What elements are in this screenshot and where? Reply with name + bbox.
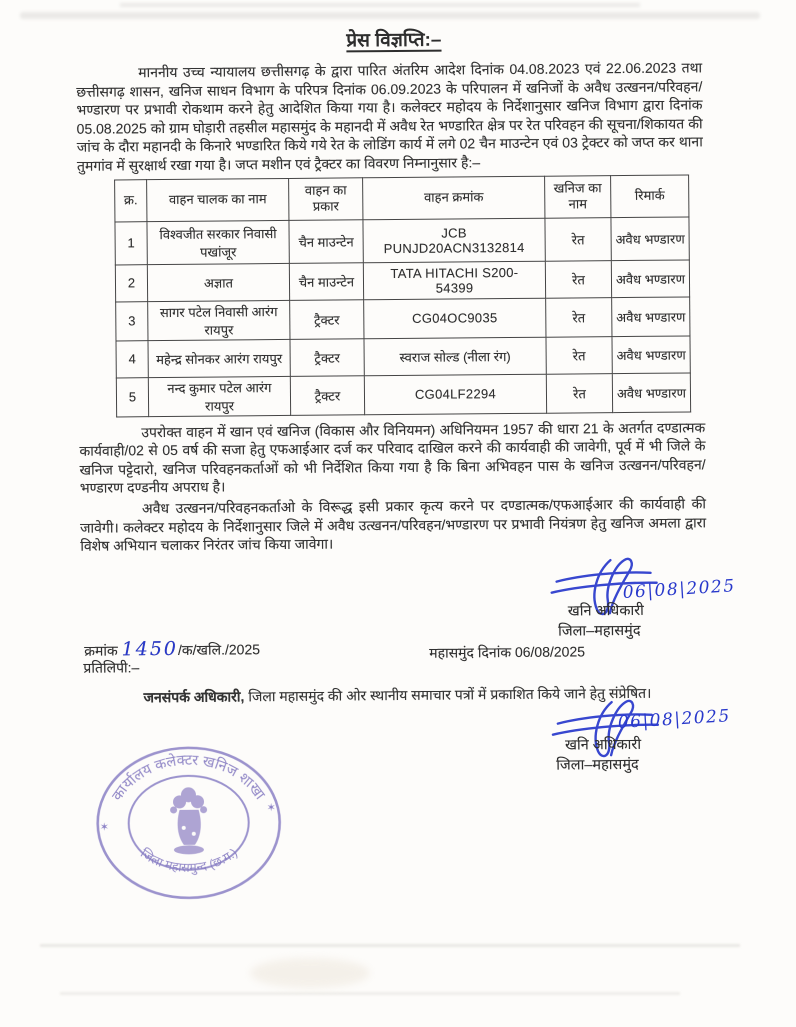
signature-date-handwritten: 06|08|2025 <box>617 706 732 734</box>
copy-label: प्रतिलिपी:– <box>83 659 140 676</box>
table-row <box>116 373 690 417</box>
col-header-serial: क्र. <box>115 179 147 221</box>
cell-mineral: रेत <box>546 336 612 374</box>
cell-mineral: रेत <box>546 297 612 337</box>
cell-remark: अवैध भण्डारण <box>612 336 690 374</box>
cell-driver-name: नन्द कुमार पटेल आरंग रायपुर <box>148 376 290 416</box>
cell-remark: अवैध भण्डारण <box>612 297 690 337</box>
col-header-remark: रिमार्क <box>611 175 689 218</box>
table-row <box>116 336 690 378</box>
stamp-star-left-icon: ✶ <box>99 821 110 834</box>
table-header-row <box>115 175 689 222</box>
copy-recipient: जनसंपर्क अधिकारी, <box>143 688 245 706</box>
stamp-star-right-icon: ✶ <box>266 802 276 815</box>
handwritten-ref-number: 1450 <box>121 637 179 661</box>
cell-driver-name: सागर पटेल निवासी आरंग रायपुर <box>148 300 290 340</box>
page-title: प्रेस विज्ञप्ति:– <box>346 29 442 52</box>
seized-vehicles-table <box>114 174 691 417</box>
warning-paragraph: अवैध उत्खनन/परिवहनकर्ताओ के विरूद्ध इसी प्रकार कृत्य करने पर दण्डात्मक/एफआईआर की कार्यवाही की जावेगी। कलेक्टर महोदय के निर्देशानुसार जिले में अवैध उत्खनन/परिवहन/भण्डारण पर प्रभावी नियंत्रण हेतु खनिज अमला द्वारा विशेष अभियान चलाकर निरंतर जांच किया जावेगा। <box>80 495 707 554</box>
stamp-top-text: कार्यालय कलेक्टर खनिज शाखा <box>109 752 268 804</box>
table-row <box>115 217 689 265</box>
cell-remark: अवैध भण्डारण <box>611 260 689 298</box>
stamp-bottom-text: जिला महासमुन्द (छ.ग.) <box>137 845 241 875</box>
intro-paragraph: माननीय उच्च न्यायालय छत्तीसगढ़ के द्वारा पारित अंतरिम आदेश दिनांक 04.08.2023 एवं 22.06.2023 तथा छत्तीसगढ़ शासन, खनिज साधन विभाग के परिपत्र दिनांक 06.09.2023 के परिपालन में खनिजों के अवैध उत्खनन/परिवहन/भण्डारण पर प्रभावी रोकथाम करने हेतु आदेशित किया गया है। कलेक्टर महोदय के निर्देशानुसार खनिज विभाग द्वारा दिनांक 05.08.2025 को ग्राम घोड़ारी तहसील महासमुंद के महानदी में अवैध रेत भण्डारित क्षेत्र पर रेत परिवहन की सूचना/शिकायत की जांच के दौरा महानदी के किनारे भण्डारित किये गये रेत के लोडिंग कार्य में लगे 02 चैन माउन्टेन एवं 03 ट्रेक्टर को जप्त कर थाना तुमगांव में सुरक्षार्थ रखा गया है। जप्त मशीन एवं ट्रैक्टर का विवरण निम्नानुसार है:– <box>76 59 703 174</box>
ref-suffix: /क/खलि./2025 <box>177 641 261 658</box>
col-header-mineral-name: खनिज का नाम <box>545 175 611 218</box>
table-row <box>116 297 690 341</box>
col-header-vehicle-type: वाहन का प्रकार <box>289 177 363 220</box>
cell-vehicle-type: चैन माउन्टेन <box>289 262 363 300</box>
table-row <box>115 260 689 302</box>
national-emblem-icon <box>170 787 208 854</box>
cell-vehicle-number: CG04OC9035 <box>364 298 546 339</box>
ref-number-line <box>84 637 260 661</box>
penalty-paragraph: उपरोक्त वाहन में खान एवं खनिज (विकास और विनियमन) अधिनियमन 1957 की धारा 21 के अतर्गत दण्डात्मक कार्यवाही/02 से 05 वर्ष की सजा हेतु एफआईआर दर्ज कर परिवाद दाखिल करने की कार्यवाही की जावेगी, पूर्व में भी जिले के खनिज पट्टेदारो, खनिज परिवहनकर्ताओं को भी निर्देशित किया गया है कि बिना अभिवहन पास के खनिज उत्खनन/परिवहन/भण्डारण दण्डनीय अपराध है। <box>79 418 706 497</box>
cell-remark: अवैध भण्डारण <box>611 217 689 261</box>
officer-district: जिला–महासमुंद <box>557 622 641 640</box>
cell-serial: 4 <box>116 340 148 377</box>
cell-vehicle-number: JCB PUNJD20ACN3132814 <box>363 218 545 263</box>
place-date-line: महासमुंद दिनांक 06/08/2025 <box>429 643 586 661</box>
officer-designation: खनि अधिकारी <box>564 736 642 754</box>
signature-date-handwritten: 06|08|2025 <box>622 576 737 603</box>
copy-text: जिला महासमुंद की ओर स्थानीय समाचार पत्रों में प्रकाशित किये जाने हेतु संप्रेषित। <box>244 684 652 705</box>
cell-vehicle-number: TATA HITACHI S200- 54399 <box>363 261 545 300</box>
ref-label: क्रमांक <box>84 642 118 659</box>
cell-vehicle-type: ट्रैक्टर <box>290 299 364 339</box>
col-header-vehicle-number: वाहन क्रमांक <box>363 176 545 220</box>
cell-vehicle-number: CG04LF2294 <box>364 374 546 415</box>
cell-mineral: रेत <box>545 260 611 298</box>
cell-vehicle-type: ट्रैक्टर <box>290 338 364 376</box>
cell-driver-name: अज्ञात <box>147 263 289 301</box>
cell-remark: अवैध भण्डारण <box>612 373 690 413</box>
cell-serial: 3 <box>116 301 148 340</box>
cell-vehicle-number: स्वराज सोल्ड (नीला रंग) <box>364 337 546 376</box>
cell-serial: 1 <box>115 221 147 264</box>
officer-designation: खनि अधिकारी <box>567 602 644 620</box>
cell-mineral: रेत <box>545 217 611 261</box>
col-header-driver-name: वाहन चालक का नाम <box>147 178 289 221</box>
cell-serial: 2 <box>115 264 147 301</box>
cell-serial: 5 <box>116 377 148 416</box>
cell-driver-name: महेन्द्र सोनकर आरंग रायपुर <box>148 339 290 377</box>
officer-district: जिला–महासमुंद <box>556 756 639 774</box>
cell-vehicle-type: चैन माउन्टेन <box>289 219 363 263</box>
cell-vehicle-type: ट्रैक्टर <box>290 375 364 415</box>
cell-driver-name: विश्वजीत सरकार निवासी पखांजूर <box>147 220 289 264</box>
cell-mineral: रेत <box>546 373 612 413</box>
office-stamp <box>90 741 287 905</box>
